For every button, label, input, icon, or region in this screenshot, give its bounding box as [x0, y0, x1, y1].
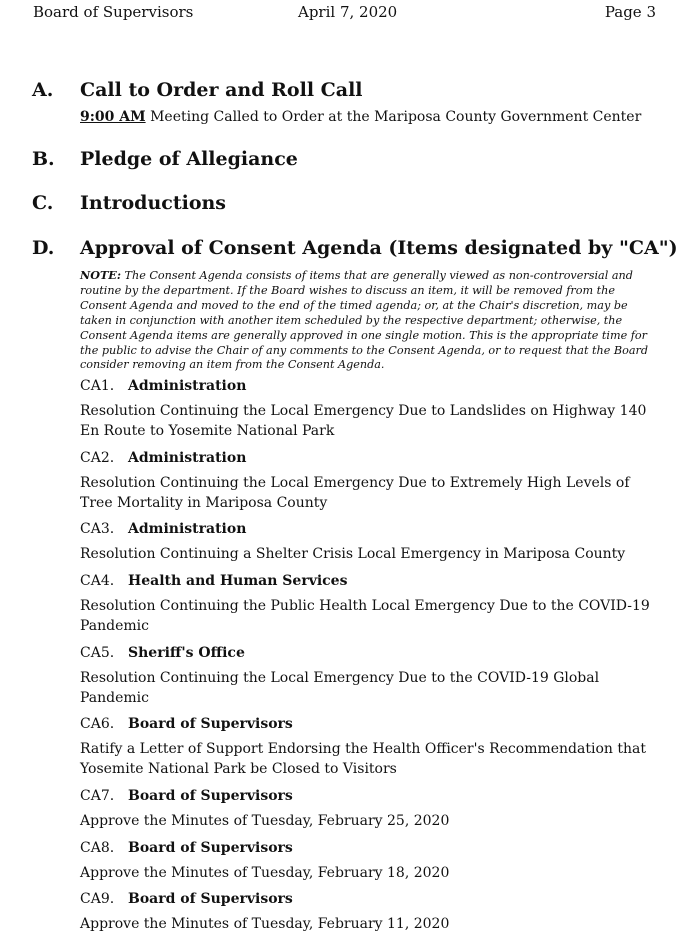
note-label: NOTE:: [80, 268, 121, 282]
header-page-number: Page 3: [604, 3, 656, 21]
item-code: CA4.: [80, 573, 115, 589]
item-code: CA2.: [80, 450, 115, 466]
item-description: Resolution Continuing the Public Health Local Emergency Due to the COVID-19 Pandemic: [80, 598, 650, 634]
item-department: Health and Human Services: [128, 573, 348, 589]
consent-item: [80, 788, 660, 831]
item-department: Sheriff's Office: [128, 645, 245, 661]
call-to-order-text: Meeting Called to Order at the Mariposa County Government Center: [150, 109, 642, 125]
item-code: CA6.: [80, 716, 115, 732]
section-letter: C.: [32, 192, 54, 214]
item-department: Administration: [128, 450, 247, 466]
item-code: CA3.: [80, 521, 115, 537]
item-description: Resolution Continuing the Local Emergency Due to Extremely High Levels of Tree Mortality in Mariposa County: [80, 475, 630, 511]
item-department: Board of Supervisors: [128, 891, 293, 907]
header-date: April 7, 2020: [298, 3, 398, 21]
consent-item: [80, 716, 660, 779]
section-letter: B.: [32, 148, 55, 170]
consent-item: [80, 840, 660, 883]
section-letter: D.: [32, 237, 55, 259]
section-title: Call to Order and Roll Call: [80, 79, 363, 101]
consent-item: [80, 645, 660, 708]
item-description: Resolution Continuing the Local Emergency Due to the COVID-19 Global Pandemic: [80, 670, 600, 706]
call-to-order-line: [80, 109, 641, 125]
item-department: Board of Supervisors: [128, 716, 293, 732]
consent-item: [80, 521, 660, 564]
section-title: Pledge of Allegiance: [80, 148, 298, 170]
item-code: CA5.: [80, 645, 115, 661]
item-description: Resolution Continuing the Local Emergency Due to Landslides on Highway 140 En Route to Yosemite National Park: [80, 403, 647, 439]
item-department: Board of Supervisors: [128, 840, 293, 856]
item-description: Approve the Minutes of Tuesday, February 18, 2020: [80, 865, 450, 881]
consent-item: [80, 450, 660, 513]
page-header: [0, 3, 680, 25]
note-text: The Consent Agenda consists of items that are generally viewed as non-controversial and routine by the department. If the Board wishes to discuss an item, it will be removed from the Consent Agenda and moved to the end of the timed agenda; or, at the Chair's discretion, may be taken in conjunction with another item scheduled by the respective department; otherwise, the Consent Agenda items are generally approved in one single motion. This is the appropriate time for the public to advise the Chair of any comments to the Consent Agenda, or to request that the Board consider removing an item from the Consent Agenda.: [80, 269, 649, 372]
item-description: Approve the Minutes of Tuesday, February 11, 2020: [80, 916, 450, 932]
consent-item: [80, 573, 660, 636]
item-description: Resolution Continuing a Shelter Crisis Local Emergency in Mariposa County: [80, 546, 626, 562]
item-department: Administration: [128, 378, 247, 394]
item-department: Board of Supervisors: [128, 788, 293, 804]
item-code: CA8.: [80, 840, 115, 856]
item-code: CA9.: [80, 891, 115, 907]
section-letter: A.: [32, 79, 54, 101]
item-department: Administration: [128, 521, 247, 537]
consent-agenda-note: [80, 268, 660, 373]
consent-item: [80, 378, 660, 441]
item-code: CA1.: [80, 378, 115, 394]
section-title: Introductions: [80, 192, 227, 214]
consent-item: [80, 891, 660, 934]
section-title: Approval of Consent Agenda (Items designated by "CA"): [80, 237, 678, 259]
meeting-time: 9:00 AM: [80, 109, 146, 125]
item-description: Ratify a Letter of Support Endorsing the Health Officer's Recommendation that Yosemite National Park be Closed to Visitors: [80, 741, 646, 777]
item-code: CA7.: [80, 788, 115, 804]
header-body-name: Board of Supervisors: [33, 3, 194, 21]
item-description: Approve the Minutes of Tuesday, February 25, 2020: [80, 813, 450, 829]
